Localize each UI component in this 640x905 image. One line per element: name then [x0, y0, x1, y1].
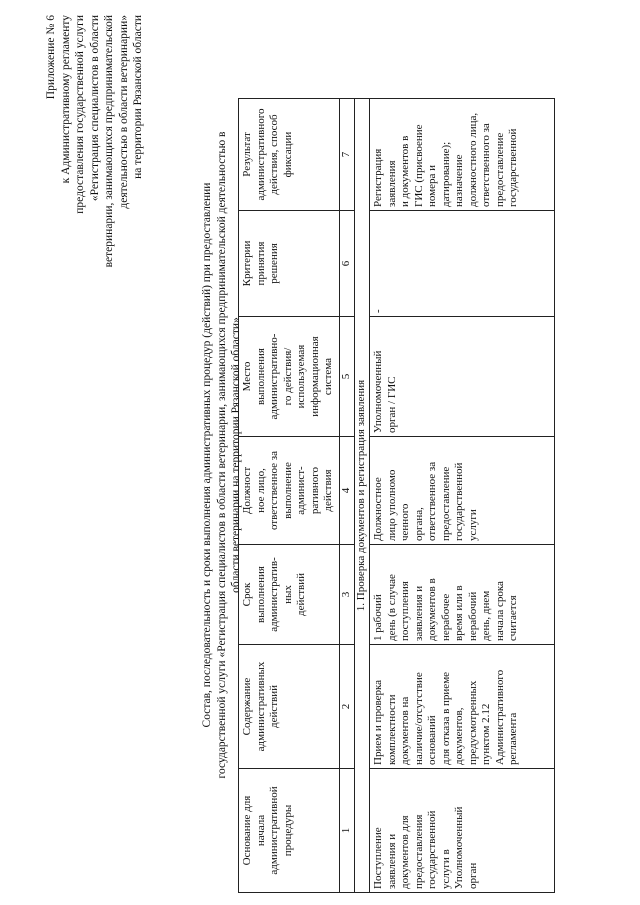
column-header — [239, 317, 340, 437]
cell-line: считается — [507, 595, 519, 641]
column-header — [239, 645, 340, 769]
column-header — [239, 99, 340, 211]
cell-line: - — [372, 309, 384, 313]
header-line: Должност — [241, 466, 253, 515]
column-number: 1 — [340, 769, 355, 893]
column-number: 4 — [340, 437, 355, 545]
table-row — [370, 99, 555, 893]
cell-line: заявления и — [385, 833, 398, 889]
annex-line: Приложение № 6 — [45, 15, 57, 100]
header-line: ответственное за — [268, 450, 280, 531]
cell-line: комплектности — [385, 694, 398, 765]
cell-line: государственной — [426, 810, 438, 889]
header-line: выполнения — [254, 348, 267, 405]
header-line: административ- — [268, 557, 280, 632]
column-number: 6 — [340, 211, 355, 317]
header-line: административной — [268, 786, 280, 875]
cell-line: Уполномоченный — [372, 350, 384, 433]
cell-line: органа, — [412, 507, 425, 541]
header-line: административного — [254, 108, 267, 201]
heading-line: области ветеринарии на территории Рязанской области» — [230, 317, 242, 593]
cell-line: орган / ГИС — [385, 376, 398, 433]
header-line: фиксации — [281, 131, 294, 178]
cell-line: ГИС (присвоение — [412, 124, 425, 207]
header-line: система — [322, 357, 334, 396]
header-line: действий — [295, 572, 307, 617]
column-number-row — [340, 99, 355, 893]
header-line: Результат — [241, 132, 253, 177]
cell-line: для отказа в приеме — [439, 671, 452, 765]
cell-line: Административного — [493, 669, 506, 765]
cell-line: ченного — [399, 503, 411, 541]
table-cell — [370, 545, 555, 645]
cell-line: должностного лица, — [466, 112, 479, 207]
cell-line: услуги в — [439, 849, 452, 889]
table-cell — [370, 211, 555, 317]
cell-line: ответственное за — [426, 461, 438, 541]
cell-line: заявления — [385, 160, 398, 207]
cell-line: поступления — [399, 581, 411, 641]
cell-line: оснований — [426, 715, 438, 765]
cell-line: государственной — [453, 462, 465, 541]
cell-line: предоставление — [439, 466, 452, 541]
heading-line: Состав, последовательность и сроки выполнения административных процедур (действий) при предоставлении — [201, 182, 213, 728]
cell-line: время или в — [453, 585, 465, 641]
annex-line: к Административному регламенту — [59, 15, 72, 184]
annex-note — [44, 15, 146, 315]
column-header — [239, 211, 340, 317]
header-line: начала — [254, 814, 267, 847]
document-heading — [200, 105, 244, 805]
header-line: ное лицо, — [254, 468, 267, 513]
header-line: Основание для — [241, 795, 253, 866]
cell-line: документов в — [426, 578, 438, 641]
cell-line: предоставления — [412, 814, 425, 889]
table-header-row — [239, 99, 340, 893]
column-header — [239, 769, 340, 893]
cell-line: государственной — [507, 128, 519, 207]
header-line: го действия/ — [281, 347, 294, 406]
annex-line: ветеринарии, занимающихся предпринимательской — [103, 15, 115, 268]
cell-line: Регистрация — [372, 148, 384, 207]
cell-line: Должностное — [372, 477, 384, 541]
procedures-table — [238, 98, 555, 893]
column-number: 7 — [340, 99, 355, 211]
cell-line: номера и — [426, 164, 438, 207]
cell-line: датирование); — [439, 141, 452, 207]
section-row — [355, 99, 370, 893]
cell-line: Прием и проверка — [372, 679, 384, 765]
cell-line: день, днем — [480, 590, 492, 641]
cell-line: документов для — [399, 815, 411, 889]
cell-line: начала срока — [493, 581, 506, 641]
cell-line: документов, — [453, 707, 465, 765]
table-cell — [370, 317, 555, 437]
header-line: действия — [322, 469, 334, 512]
header-line: выполнение — [281, 462, 294, 519]
column-number: 3 — [340, 545, 355, 645]
header-line: Срок — [241, 582, 253, 607]
cell-line: документов на — [399, 696, 411, 765]
cell-line: предоставление — [493, 132, 506, 207]
header-line: ративного — [308, 466, 321, 515]
column-number: 2 — [340, 645, 355, 769]
table-cell — [370, 437, 555, 545]
annex-line: деятельностью в области ветеринарии» — [117, 15, 130, 209]
cell-line: 1 рабочий — [372, 594, 384, 641]
cell-line: назначение — [453, 154, 465, 207]
cell-line: ответственного за — [480, 123, 492, 207]
cell-line: лицо уполномо — [385, 469, 398, 541]
cell-line: наличие/отсутствие — [412, 672, 425, 765]
header-line: действий — [268, 684, 280, 729]
table-cell — [370, 99, 555, 211]
section-title: 1. Проверка документов и регистрация заявления — [355, 99, 370, 893]
table-cell — [370, 769, 555, 893]
column-header — [239, 437, 340, 545]
cell-line: орган — [466, 862, 479, 889]
header-line: административных — [254, 661, 267, 752]
annex-line: «Регистрация специалистов в области — [88, 15, 101, 202]
header-line: Место — [241, 361, 253, 392]
header-line: действия, способ — [268, 114, 280, 195]
cell-line: нерабочий — [466, 591, 479, 641]
header-line: ных — [281, 585, 294, 604]
header-line: принятия — [254, 241, 267, 286]
cell-line: Уполномоченный — [453, 806, 465, 889]
cell-line: день (в случае — [385, 574, 398, 641]
table-cell — [370, 645, 555, 769]
header-line: админист- — [295, 466, 307, 515]
header-line: Критерии — [241, 240, 253, 287]
cell-line: услуги — [466, 509, 479, 541]
column-header — [239, 545, 340, 645]
heading-line: государственной услуги «Регистрация специалистов в области ветеринарии, занимающихся предпринимательской деятельностью в — [215, 131, 228, 779]
header-line: используемая — [295, 344, 307, 409]
header-line: информационная — [308, 336, 321, 417]
cell-line: заявления и — [412, 585, 425, 641]
annex-line: на территории Рязанской области — [132, 15, 144, 179]
cell-line: пунктом 2.12 — [480, 703, 492, 765]
cell-line: регламента — [507, 712, 519, 765]
cell-line: нерабочее — [439, 593, 452, 641]
header-line: решения — [268, 243, 280, 284]
cell-line: Поступление — [372, 827, 384, 889]
header-line: Содержание — [241, 677, 253, 736]
annex-line: предоставления государственной услуги — [74, 15, 86, 214]
cell-line: предусмотренных — [466, 680, 479, 765]
column-number: 5 — [340, 317, 355, 437]
header-line: процедуры — [281, 804, 294, 857]
header-line: выполнения — [254, 566, 267, 623]
cell-line: и документов в — [399, 135, 411, 207]
header-line: административно- — [268, 333, 280, 420]
